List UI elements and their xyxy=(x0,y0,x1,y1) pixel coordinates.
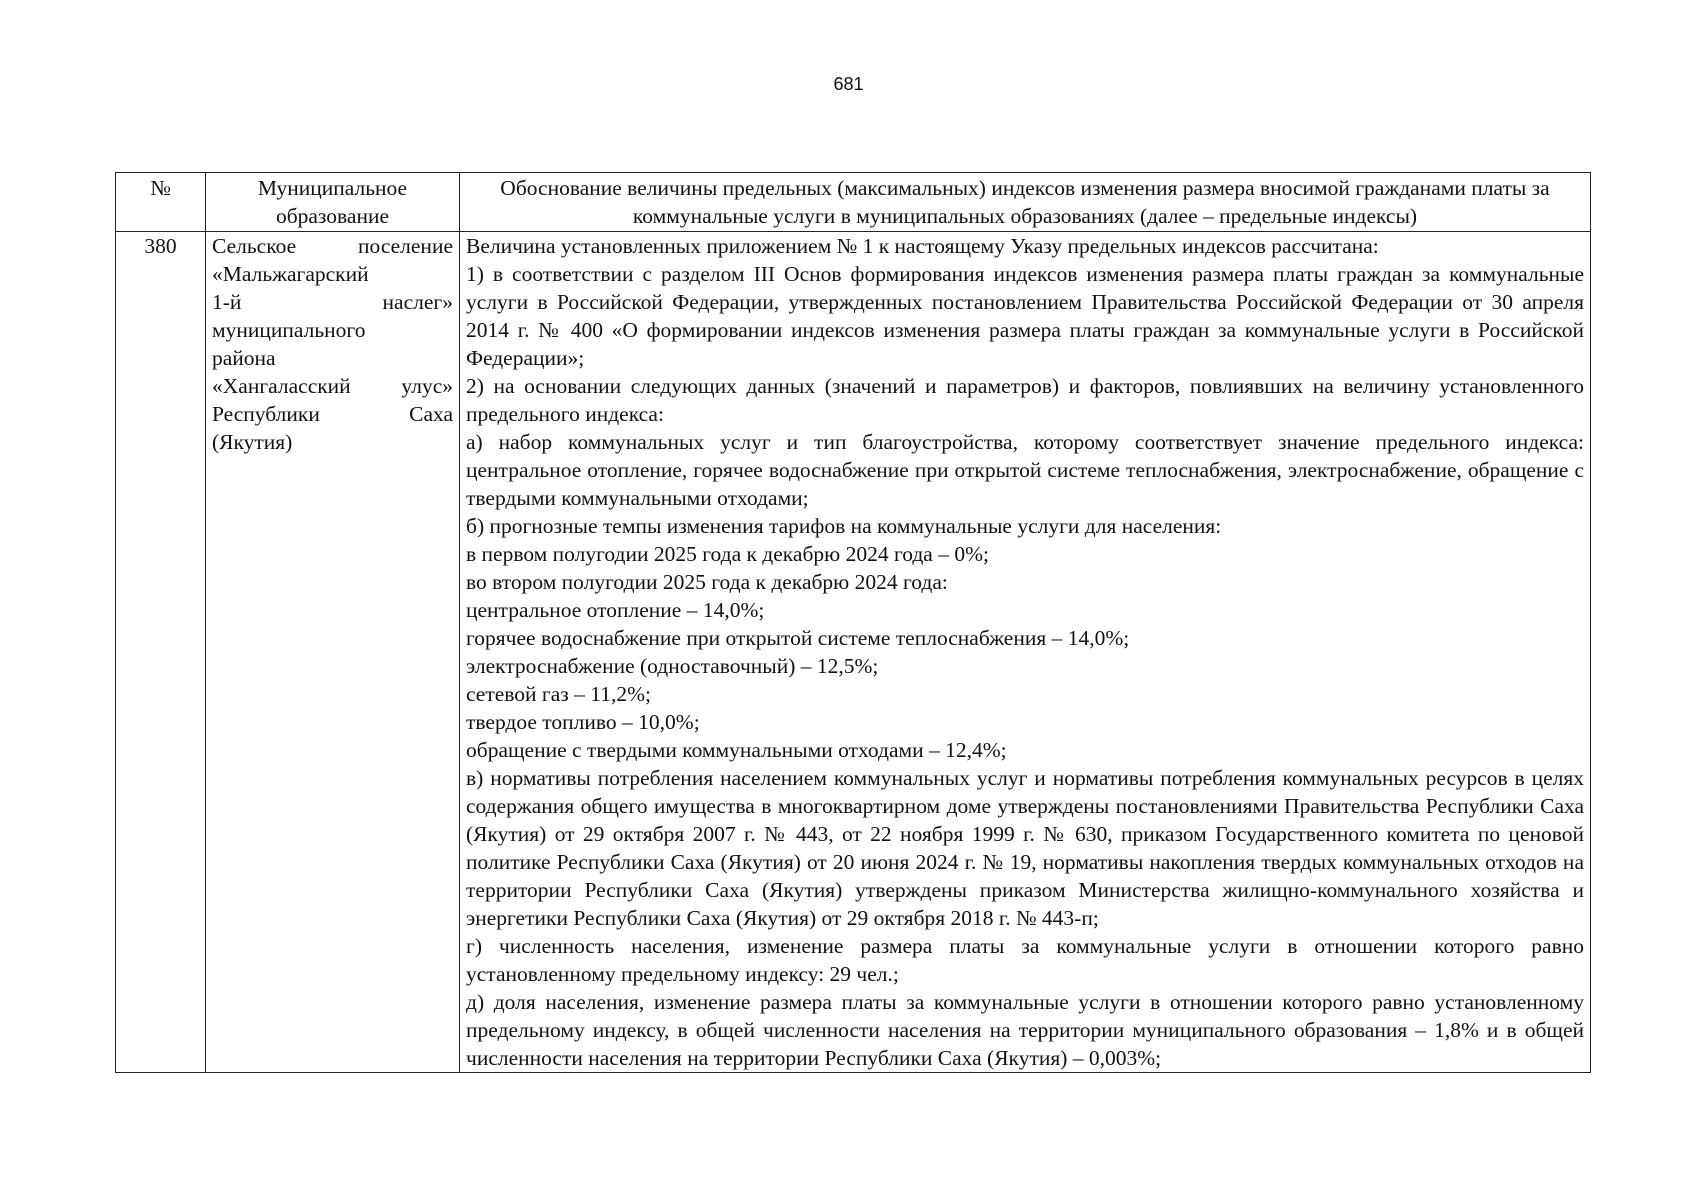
justification-paragraph: б) прогнозные темпы изменения тарифов на коммунальные услуги для населения: xyxy=(466,514,1222,538)
justification-paragraph: д) доля населения, изменение размера платы за коммунальные услуги в отношении которого равно установленному предельному индексу, в общей численности населения на территории муниципального образования – 1,8% и в общей численности населения на территории Республики Саха (Якутия) – 0,003%; xyxy=(466,990,1584,1070)
municipality-line: Республики Саха xyxy=(212,402,453,426)
table-row xyxy=(116,232,1591,1073)
indices-table xyxy=(115,172,1591,1073)
header-number: № xyxy=(116,173,206,232)
justification-paragraph: в) нормативы потребления населением коммунальных услуг и нормативы потребления коммунальных ресурсов в целях содержания общего имущества в многоквартирном доме утверждены постановлениями Правительства Республики Саха (Якутия) от 29 октября 2007 г. № 443, от 22 ноября 1999 г. № 630, приказом Государственного комитета по ценовой политике Республики Саха (Якутия) от 20 июня 2024 г. № 19, нормативы накопления твердых коммунальных отходов на территории Республики Саха (Якутия) утверждены приказом Министерства жилищно-коммунального хозяйства и энергетики Республики Саха (Якутия) от 29 октября 2018 г. № 443-п; xyxy=(466,766,1584,930)
justification-paragraph: а) набор коммунальных услуг и тип благоустройства, которому соответствует значение предельного индекса: центральное отопление, горячее водоснабжение при открытой системе теплоснабжения, электроснабжение, обращение с твердыми коммунальными отходами; xyxy=(466,430,1584,510)
justification-paragraph: горячее водоснабжение при открытой системе теплоснабжения – 14,0%; xyxy=(466,626,1130,650)
justification-paragraph: во втором полугодии 2025 года к декабрю 2024 года: xyxy=(466,570,948,594)
row-number: 380 xyxy=(116,232,206,1073)
justification-paragraph: в первом полугодии 2025 года к декабрю 2024 года – 0%; xyxy=(466,542,989,566)
justification-text xyxy=(460,232,1591,1073)
municipality-line: «Хангаласский улус» xyxy=(212,374,453,398)
municipality-line: 1-й наслег» xyxy=(212,290,453,314)
justification-paragraph: центральное отопление – 14,0%; xyxy=(466,598,765,622)
municipality-line: муниципального xyxy=(212,318,366,342)
municipality-line: Сельское поселение xyxy=(212,234,453,258)
header-justification: Обоснование величины предельных (максимальных) индексов изменения размера вносимой гражданами платы за коммунальные услуги в муниципальных образованиях (далее – предельные индексы) xyxy=(460,173,1591,232)
justification-paragraph: твердое топливо – 10,0%; xyxy=(466,710,700,734)
justification-paragraph: Величина установленных приложением № 1 к настоящему Указу предельных индексов рассчитана: xyxy=(466,234,1379,258)
page-number: 681 xyxy=(833,74,864,94)
justification-paragraph: сетевой газ – 11,2%; xyxy=(466,682,651,706)
justification-paragraph: 2) на основании следующих данных (значений и параметров) и факторов, повлиявших на величину установленного предельного индекса: xyxy=(466,374,1584,426)
justification-paragraph: г) численность населения, изменение размера платы за коммунальные услуги в отношении которого равно установленному предельному индексу: 29 чел.; xyxy=(466,934,1584,986)
justification-paragraph: электроснабжение (одноставочный) – 12,5%; xyxy=(466,654,879,678)
municipality-line: «Мальжагарский xyxy=(212,262,369,286)
header-municipality: Муниципальное образование xyxy=(206,173,460,232)
municipality-line: района xyxy=(212,346,276,370)
municipality-line: (Якутия) xyxy=(212,430,293,454)
municipality-name xyxy=(206,232,460,1073)
justification-paragraph: 1) в соответствии с разделом III Основ формирования индексов изменения размера платы граждан за коммунальные услуги в Российской Федерации, утвержденных постановлением Правительства Российской Федерации от 30 апреля 2014 г. № 400 «О формировании индексов изменения размера платы граждан за коммунальные услуги в Российской Федерации»; xyxy=(466,262,1584,370)
table-header-row xyxy=(116,173,1591,232)
justification-paragraph: обращение с твердыми коммунальными отходами – 12,4%; xyxy=(466,738,1007,762)
